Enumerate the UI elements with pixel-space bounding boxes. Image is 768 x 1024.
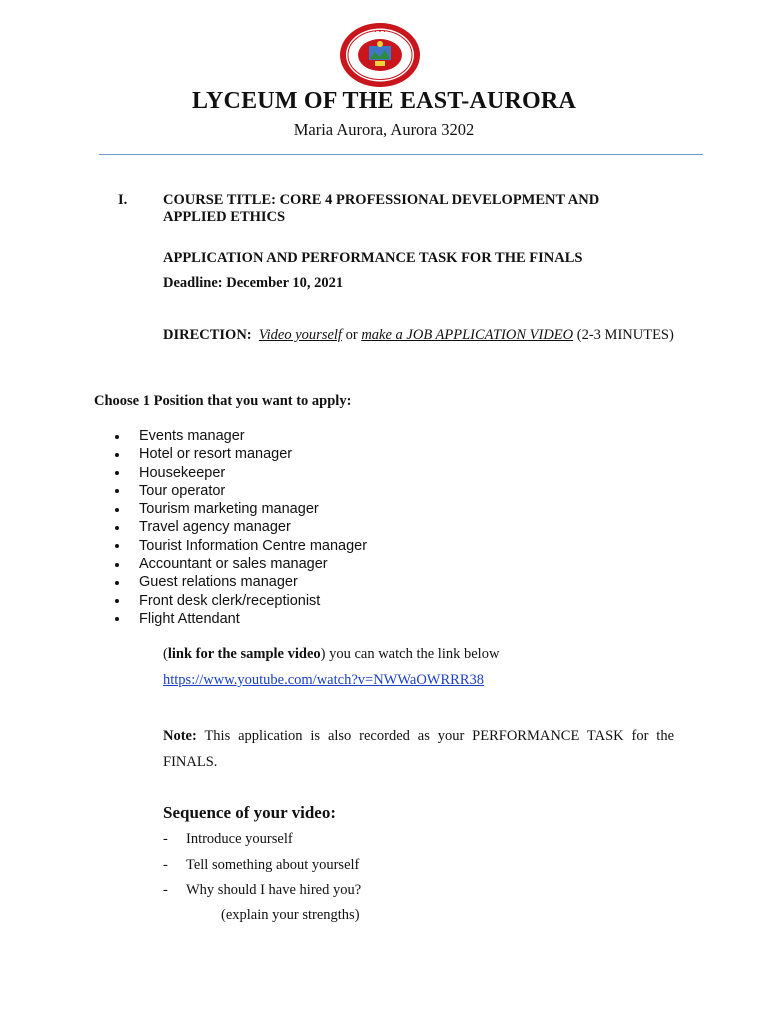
positions-list	[115, 427, 367, 628]
list-item: - Why should I have hired you?	[163, 882, 362, 898]
note-label: Note:	[163, 728, 197, 744]
sequence-list	[163, 830, 361, 907]
sample-video-label: link for the sample video	[167, 646, 321, 662]
direction-duration: (2-3 MINUTES)	[576, 327, 674, 343]
list-item: Tourist Information Centre manager	[115, 537, 367, 555]
list-item: Accountant or sales manager	[115, 555, 367, 573]
bullet-icon	[115, 581, 119, 585]
list-item: Tourism marketing manager	[115, 500, 367, 518]
direction-job-application: make a JOB APPLICATION VIDEO	[361, 327, 574, 343]
bullet-icon	[115, 544, 119, 548]
sequence-title: Sequence of your video:	[163, 803, 336, 822]
deadline: Deadline: December 10, 2021	[163, 275, 344, 291]
sample-video-text: (link for the sample video) you can watch the link below	[163, 646, 500, 662]
bullet-icon	[115, 435, 119, 439]
note-text: This application is also recorded as your PERFORMANCE TASK for the FINALS.	[163, 728, 675, 770]
bullet-icon	[115, 453, 119, 457]
list-item: Flight Attendant	[115, 610, 367, 628]
direction-or: or	[345, 327, 358, 343]
school-seal-logo	[339, 22, 421, 88]
bullet-icon	[115, 617, 119, 621]
dash-icon: -	[163, 856, 168, 873]
list-item: Hotel or resort manager	[115, 445, 367, 463]
sample-video-link[interactable]: https://www.youtube.com/watch?v=NWWaOWRRR38	[163, 672, 484, 688]
list-item: Travel agency manager	[115, 518, 367, 536]
school-address: Maria Aurora, Aurora 3202	[293, 120, 475, 139]
school-name: LYCEUM OF THE EAST-AURORA	[192, 88, 576, 114]
header-divider	[99, 154, 703, 155]
note-paragraph	[163, 723, 674, 775]
direction-video-yourself: Video yourself	[258, 327, 342, 343]
task-title: APPLICATION AND PERFORMANCE TASK FOR THE FINALS	[163, 250, 583, 266]
direction-paragraph	[163, 323, 674, 348]
bullet-icon	[115, 489, 119, 493]
section-number: I.	[118, 192, 128, 208]
dash-icon: -	[163, 882, 168, 898]
svg-text:• • •: • • •	[373, 29, 387, 35]
course-title: COURSE TITLE: CORE 4 PROFESSIONAL DEVELOPMENT AND APPLIED ETHICS	[163, 192, 600, 225]
bullet-icon	[115, 599, 119, 603]
list-item: Front desk clerk/receptionist	[115, 592, 367, 610]
list-item: Housekeeper	[115, 464, 367, 482]
list-item: - Introduce yourself	[163, 831, 293, 847]
bullet-icon	[115, 563, 119, 567]
dash-icon: -	[163, 831, 168, 847]
list-item: Events manager	[115, 427, 367, 445]
sequence-sub-note: (explain your strengths)	[221, 907, 360, 923]
list-item: Guest relations manager	[115, 573, 367, 591]
bullet-icon	[115, 508, 119, 512]
direction-label: DIRECTION:	[163, 327, 252, 343]
list-item: - Tell something about yourself	[163, 856, 360, 873]
list-item: Tour operator	[115, 482, 367, 500]
bullet-icon	[115, 471, 119, 475]
positions-prompt: Choose 1 Position that you want to apply:	[94, 393, 352, 409]
bullet-icon	[115, 526, 119, 530]
